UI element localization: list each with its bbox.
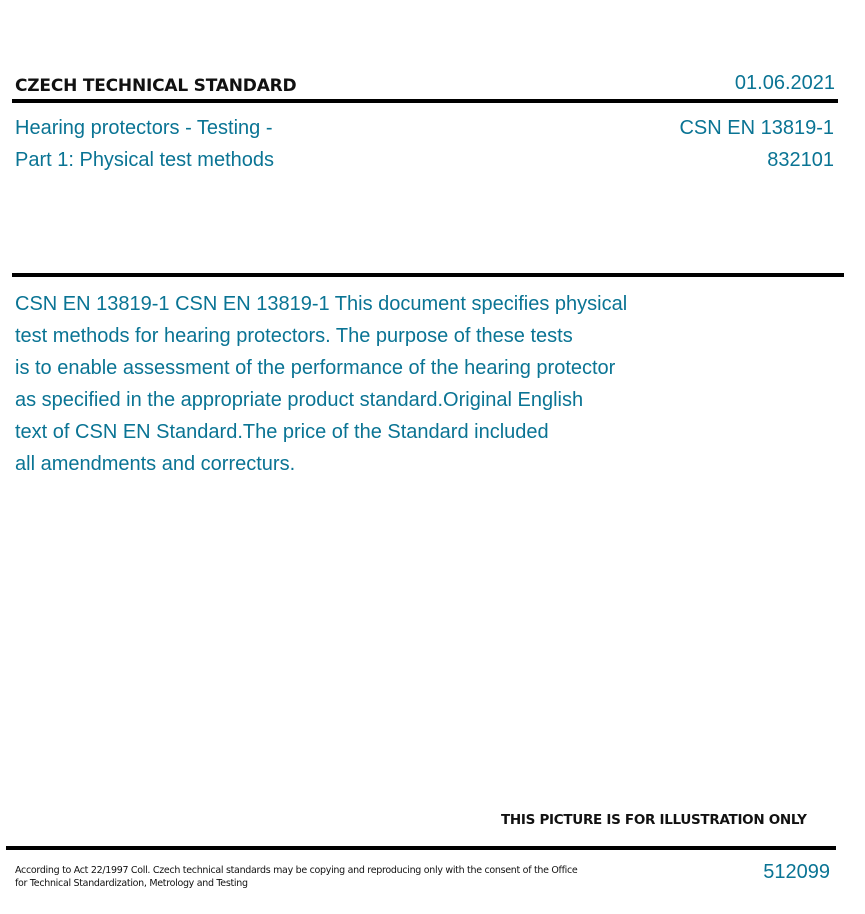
description [15, 288, 705, 480]
description-line: test methods for hearing protectors. The purpose of these tests [15, 325, 573, 347]
description-line: as specified in the appropriate product standard.Original English [15, 389, 584, 411]
illustration-notice: THIS PICTURE IS FOR ILLUSTRATION ONLY [501, 812, 807, 828]
description-line: CSN EN 13819-1 CSN EN 13819-1 This document specifies physical [15, 293, 628, 315]
legal-notice-line: for Technical Standardization, Metrology and Testing [15, 878, 248, 889]
description-line: all amendments and correcturs. [15, 453, 296, 475]
legal-notice [15, 864, 595, 890]
section-rule [12, 273, 844, 277]
document-type-label: CZECH TECHNICAL STANDARD [15, 76, 297, 96]
standard-title-line-2: Part 1: Physical test methods [15, 149, 275, 171]
standard-code: CSN EN 13819-1 [679, 117, 834, 139]
standard-title-line-1: Hearing protectors - Testing - [15, 117, 273, 139]
footer-rule [6, 846, 836, 850]
header-rule [12, 99, 838, 103]
class-number: 832101 [767, 149, 834, 171]
catalog-number: 512099 [763, 861, 830, 883]
publication-date: 01.06.2021 [734, 72, 835, 94]
description-line: is to enable assessment of the performance of the hearing protector [15, 357, 616, 379]
description-line: text of CSN EN Standard.The price of the Standard included [15, 421, 549, 443]
legal-notice-line: According to Act 22/1997 Coll. Czech technical standards may be copying and reproducing only with the consent of the Office [15, 865, 578, 876]
